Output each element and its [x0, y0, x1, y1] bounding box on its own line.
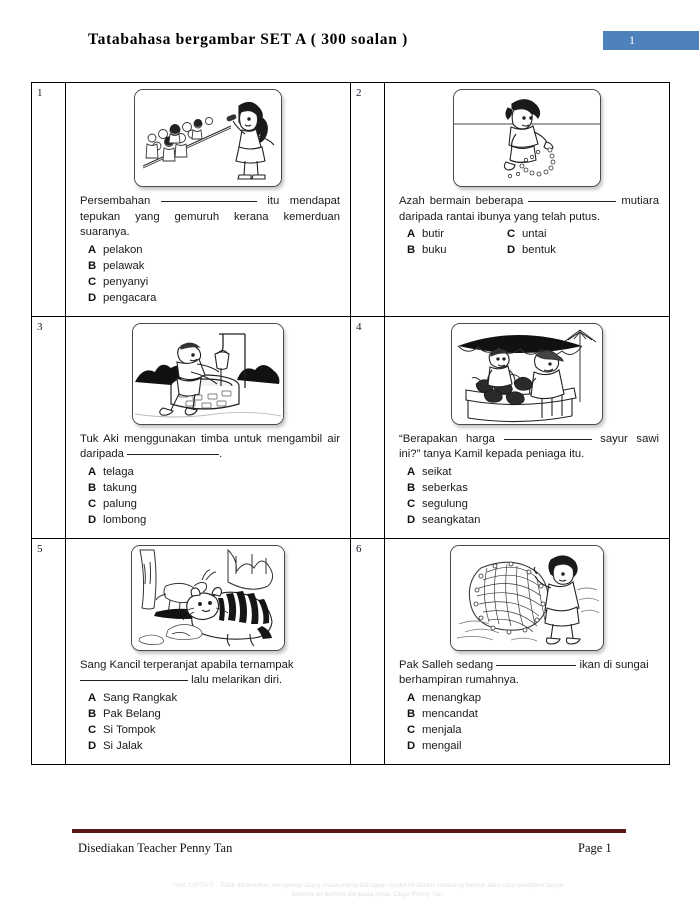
option-c[interactable] — [88, 722, 156, 738]
option-letter: C — [88, 497, 97, 510]
question-number-cell — [32, 538, 66, 764]
option-text: Si Tompok — [103, 723, 156, 736]
option-letter: C — [507, 228, 516, 240]
question-text-before: Persembahan — [80, 195, 151, 207]
option-b[interactable] — [88, 706, 161, 722]
page-header — [0, 0, 699, 72]
option-letter: A — [407, 691, 416, 704]
question-text-after: ikan di — [579, 658, 613, 671]
answer-blank — [496, 665, 576, 666]
question-cell-5 — [66, 538, 351, 764]
answer-blank — [528, 201, 616, 202]
question-number-cell — [351, 83, 385, 317]
option-b[interactable] — [407, 706, 478, 722]
question-number-cell — [32, 83, 66, 317]
question-number: 3 — [37, 320, 43, 333]
question-text-rest: mutiara daripada rantai ibunya yang telah putus. — [399, 195, 660, 223]
options-list — [407, 464, 661, 528]
option-text: seikat — [422, 465, 452, 478]
option-text: Pak Belang — [103, 707, 161, 720]
option-text: buku — [422, 244, 447, 256]
option-text: bentuk — [522, 244, 556, 256]
question-text-before: “Berapakan harga — [399, 432, 495, 445]
option-c[interactable] — [407, 496, 468, 512]
option-text: telaga — [103, 465, 134, 478]
question-text-after: lalu melarikan diri. — [191, 674, 283, 686]
question-number-cell — [351, 316, 385, 538]
question-number: 2 — [356, 87, 362, 99]
option-letter: C — [407, 497, 416, 510]
question-grid — [31, 82, 670, 765]
option-letter: D — [407, 739, 416, 752]
options-list — [88, 242, 342, 306]
options-list — [88, 690, 342, 754]
question-cell-2 — [385, 83, 670, 317]
question-text — [80, 658, 342, 689]
option-text: mencandat — [422, 707, 478, 720]
option-letter: A — [407, 465, 416, 478]
question-text-before: Tuk Aki menggunakan timba untuk mengambil air daripada — [80, 432, 340, 460]
table-row — [32, 83, 670, 317]
question-text — [399, 194, 661, 225]
option-d[interactable] — [407, 512, 480, 528]
illustration-man-casting-fishing-net — [450, 545, 604, 651]
option-text: pelawak — [103, 259, 145, 272]
figure-wrap — [74, 89, 342, 187]
options-list — [407, 226, 661, 258]
figure-wrap — [393, 89, 661, 187]
question-number: 1 — [37, 87, 43, 99]
option-c[interactable] — [407, 722, 462, 738]
table-row — [32, 538, 670, 764]
option-letter: D — [88, 513, 97, 526]
question-cell-6 — [385, 538, 670, 764]
option-text: menjala — [422, 723, 462, 736]
illustration-girl-with-scattered-pearls — [453, 89, 601, 187]
option-d[interactable] — [407, 738, 462, 754]
question-number-cell — [351, 538, 385, 764]
option-b[interactable] — [407, 480, 468, 496]
option-letter: D — [88, 739, 97, 752]
footer-credit: Disediakan Teacher Penny Tan — [78, 841, 233, 855]
option-a[interactable] — [407, 464, 452, 480]
option-text: segulung — [422, 497, 468, 510]
figure-wrap — [393, 545, 661, 651]
option-letter: A — [407, 228, 416, 240]
copyright-watermark: HAK CIPTA © : Tidak dibenarkan mengeluar ulang mana-mana bahagian modul ini dalam sebarang bentuk atau cara sekalipun tanpa kebenaran bertulis daripada pihak Cikgu Penny Tan. — [173, 882, 563, 898]
option-b[interactable] — [88, 480, 137, 496]
option-letter: A — [88, 465, 97, 478]
option-text: untai — [522, 228, 547, 240]
figure-wrap — [74, 545, 342, 651]
question-number-cell — [32, 316, 66, 538]
question-text-rest: sawi ini?” tanya Kamil kepada peniaga itu. — [399, 432, 660, 460]
option-letter: C — [88, 723, 97, 736]
option-text: lombong — [103, 513, 147, 526]
option-text: pengacara — [103, 291, 157, 304]
options-list — [407, 690, 661, 754]
question-cell-3 — [66, 316, 351, 538]
option-b[interactable] — [407, 242, 507, 258]
question-number: 4 — [356, 320, 362, 333]
table-row — [32, 316, 670, 538]
option-letter: B — [88, 481, 97, 494]
figure-wrap — [74, 323, 342, 425]
question-text — [399, 432, 661, 463]
illustration-vegetable-market-stall — [451, 323, 603, 425]
option-letter: D — [88, 291, 97, 304]
option-letter: D — [507, 244, 516, 256]
question-cell-4 — [385, 316, 670, 538]
option-text: seangkatan — [422, 513, 481, 526]
page-number-badge — [603, 31, 699, 50]
option-c[interactable] — [507, 226, 547, 242]
illustration-girl-singing-on-stage — [134, 89, 282, 187]
question-text-after: . — [219, 448, 223, 460]
option-text: penyanyi — [103, 275, 149, 288]
page-number-badge-value: 1 — [629, 33, 635, 47]
question-text — [80, 194, 342, 241]
option-text: Si Jalak — [103, 739, 143, 752]
question-text-rest: mendapat tepukan yang gemuruh kerana kemerduan suaranya. — [80, 195, 341, 238]
option-letter: B — [407, 244, 416, 256]
option-a[interactable] — [88, 690, 177, 706]
option-text: menangkap — [422, 691, 482, 704]
option-letter: A — [88, 691, 97, 704]
question-number: 5 — [37, 542, 43, 555]
option-text: butir — [422, 228, 444, 240]
question-text — [399, 658, 661, 689]
option-d[interactable] — [88, 512, 146, 528]
option-text: pelakon — [103, 243, 143, 256]
option-c[interactable] — [88, 496, 137, 512]
option-a[interactable] — [407, 690, 481, 706]
question-text-before: Azah bermain beberapa — [399, 195, 524, 207]
option-a[interactable] — [88, 242, 143, 258]
option-letter: D — [407, 513, 416, 526]
option-letter: A — [88, 243, 97, 256]
option-letter: B — [407, 481, 416, 494]
question-text-after: itu — [267, 195, 280, 207]
illustration-tiger-and-mousedeer — [131, 545, 285, 651]
footer-divider — [72, 829, 626, 833]
options-list — [88, 464, 342, 528]
option-a[interactable] — [88, 464, 134, 480]
option-letter: B — [88, 707, 97, 720]
option-text: mengail — [422, 739, 462, 752]
illustration-man-drawing-water-from-well — [132, 323, 284, 425]
figure-wrap — [393, 323, 661, 425]
option-b[interactable] — [88, 258, 144, 274]
option-d[interactable] — [88, 290, 156, 306]
question-text-before: Sang Kancil terperanjat apabila ternampak — [80, 658, 294, 671]
question-text-before: Pak Salleh sedang — [399, 658, 494, 671]
option-d[interactable] — [507, 242, 556, 258]
question-cell-1 — [66, 83, 351, 317]
answer-blank — [504, 439, 592, 440]
option-c[interactable] — [88, 274, 148, 290]
page-title: Tatabahasa bergambar SET A ( 300 soalan ) — [88, 31, 408, 48]
option-letter: B — [88, 259, 97, 272]
option-letter: B — [407, 707, 416, 720]
question-text — [80, 432, 342, 463]
option-text: takung — [103, 481, 137, 494]
option-letter: C — [407, 723, 416, 736]
question-text-after: sayur — [600, 432, 628, 445]
option-text: palung — [103, 497, 137, 510]
answer-blank — [80, 680, 188, 681]
option-d[interactable] — [88, 738, 143, 754]
answer-blank — [161, 201, 257, 202]
footer-page-number: Page 1 — [578, 841, 612, 855]
option-a[interactable] — [407, 226, 507, 242]
answer-blank — [127, 454, 219, 455]
question-text-rest: sungai berhampiran rumahnya. — [399, 658, 649, 686]
option-text: seberkas — [422, 481, 468, 494]
option-letter: C — [88, 275, 97, 288]
question-number: 6 — [356, 542, 362, 555]
option-text: Sang Rangkak — [103, 691, 178, 704]
